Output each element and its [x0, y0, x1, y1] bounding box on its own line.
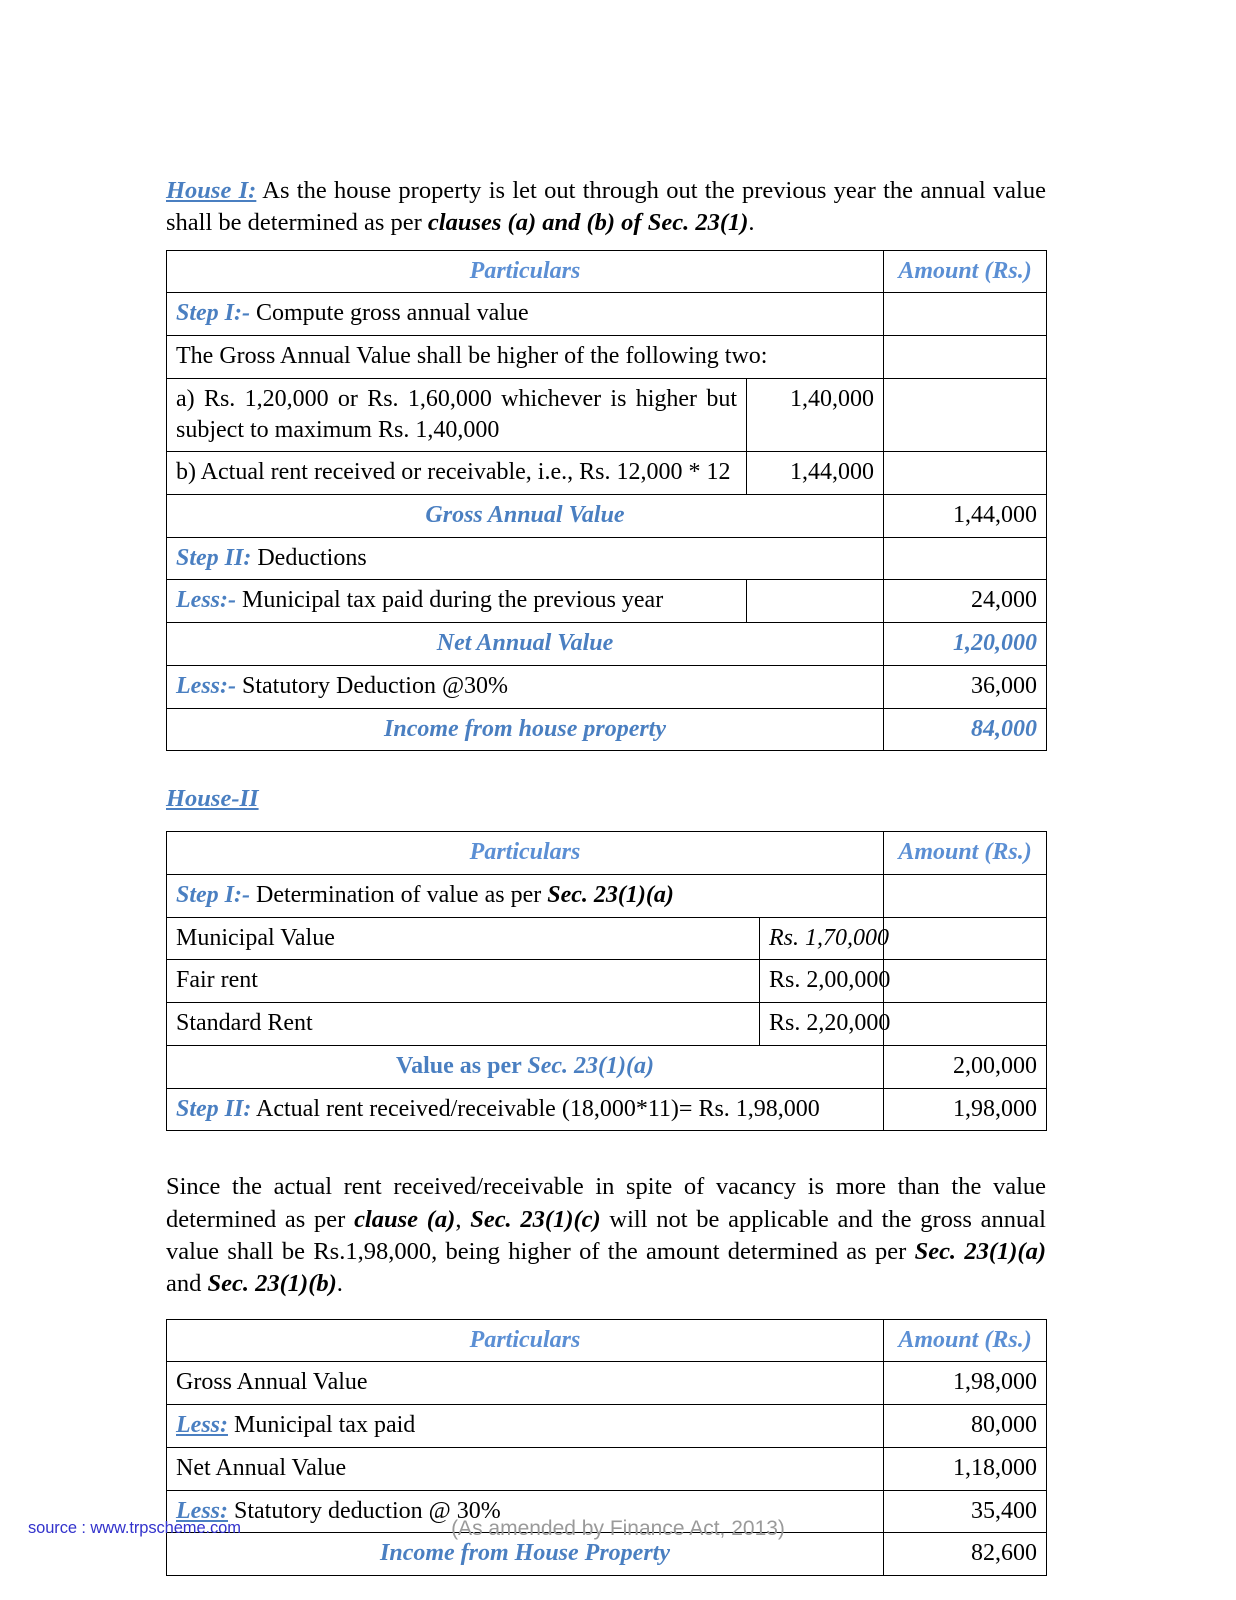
- amendment-note: (As amended by Finance Act, 2013): [451, 1517, 785, 1540]
- row-gav-label: Gross Annual Value: [167, 1362, 884, 1405]
- para-emph2: Sec. 23(1)(c): [470, 1205, 601, 1233]
- row-municipal-value-amount: [884, 917, 1047, 960]
- table-header-row: [167, 832, 1047, 875]
- table-header-row: [167, 1319, 1047, 1362]
- house2-valuation-table: [166, 831, 1047, 1131]
- table-row-total: [167, 494, 1047, 537]
- row-nav-amount: 1,18,000: [884, 1447, 1047, 1490]
- para-seg4: and: [166, 1270, 208, 1298]
- row-statutory-deduction-label: Less:- Statutory Deduction @30%: [167, 665, 884, 708]
- row-standard-rent-amount: [884, 1003, 1047, 1046]
- table-row: [167, 336, 1047, 379]
- house1-computation-table: [166, 250, 1047, 752]
- row-income-amount: 84,000: [884, 708, 1047, 751]
- row-municipal-tax-amount: 24,000: [884, 580, 1047, 623]
- para-emph3: Sec. 23(1)(a): [914, 1237, 1046, 1265]
- row-step2-label: Step II: Actual rent received/receivable (18,000*11)= Rs. 1,98,000: [167, 1088, 884, 1131]
- table-row: [167, 452, 1047, 495]
- header-amount: Amount (Rs.): [884, 1319, 1047, 1362]
- row-fair-rent-label: Fair rent: [167, 960, 760, 1003]
- table-row: [167, 580, 1047, 623]
- spacer: [166, 1301, 1046, 1319]
- table-row: [167, 1003, 1047, 1046]
- header-particulars: Particulars: [167, 1319, 884, 1362]
- row-municipal-tax-amount: 80,000: [884, 1405, 1047, 1448]
- row-municipal-value-mid: Rs. 1,70,000: [760, 917, 884, 960]
- house1-intro-text-a: As the house property is let out through out the previous year the annual value shall be determined as per: [166, 177, 1046, 237]
- spacer: [166, 1131, 1046, 1171]
- para-seg1: Since the actual rent received/receivable in spite of vacancy is more than the value determined as per: [166, 1173, 1046, 1233]
- table-header-row: [167, 250, 1047, 293]
- row-gav-amount: 1,44,000: [884, 494, 1047, 537]
- header-particulars: Particulars: [167, 832, 884, 875]
- row-statutory-deduction-amount: 35,400: [884, 1490, 1047, 1533]
- table-row: [167, 1088, 1047, 1131]
- table-row: [167, 1447, 1047, 1490]
- row-standard-rent-mid: Rs. 2,20,000: [760, 1003, 884, 1046]
- spacer: [166, 813, 1046, 831]
- house1-intro-paragraph: [166, 175, 1046, 240]
- table-row: [167, 665, 1047, 708]
- table-row: [167, 537, 1047, 580]
- house2-heading: House-II: [166, 785, 259, 813]
- row-value-per-sec-amount: 2,00,000: [884, 1045, 1047, 1088]
- document-content: [166, 175, 1046, 1576]
- table-row: [167, 293, 1047, 336]
- row-fair-rent-mid: Rs. 2,00,000: [760, 960, 884, 1003]
- table-row: [167, 1362, 1047, 1405]
- row-standard-rent-label: Standard Rent: [167, 1003, 760, 1046]
- table-row-total: [167, 1045, 1047, 1088]
- row-gav-amount: 1,98,000: [884, 1362, 1047, 1405]
- row-b-label: b) Actual rent received or receivable, i.e., Rs. 12,000 * 12: [167, 452, 747, 495]
- row-step2-amount: [884, 537, 1047, 580]
- table-row-total: [167, 623, 1047, 666]
- row-statutory-deduction-amount: 36,000: [884, 665, 1047, 708]
- header-amount: Amount (Rs.): [884, 250, 1047, 293]
- row-municipal-tax-label: Less: Municipal tax paid: [167, 1405, 884, 1448]
- table-row: [167, 875, 1047, 918]
- row-income-amount: 82,600: [884, 1533, 1047, 1576]
- row-municipal-value-label: Municipal Value: [167, 917, 760, 960]
- header-amount: Amount (Rs.): [884, 832, 1047, 875]
- row-nav-label: Net Annual Value: [167, 623, 884, 666]
- row-nav-amount: 1,20,000: [884, 623, 1047, 666]
- house1-intro-text-b: .: [748, 209, 755, 237]
- source-attribution: source : www.trpscheme.com: [28, 1519, 241, 1537]
- vacancy-explanation-paragraph: [166, 1171, 1046, 1300]
- para-seg2: ,: [455, 1205, 471, 1233]
- row-step1-label: Step I:- Determination of value as per Sec. 23(1)(a): [167, 875, 884, 918]
- row-a-amount: [884, 378, 1047, 451]
- para-seg5: .: [336, 1270, 343, 1298]
- row-fair-rent-amount: [884, 960, 1047, 1003]
- table-row-total: [167, 708, 1047, 751]
- row-step1-amount: [884, 293, 1047, 336]
- row-income-label: Income from House Property: [167, 1533, 884, 1576]
- row-a-label: a) Rs. 1,20,000 or Rs. 1,60,000 whichever is higher but subject to maximum Rs. 1,40,000: [167, 378, 747, 451]
- table-row: [167, 1405, 1047, 1448]
- row-step1-amount: [884, 875, 1047, 918]
- para-seg3: will not be applicable and the gross annual value shall be Rs.1,98,000, being higher of the amount determined as per: [166, 1205, 1046, 1265]
- table-row: [167, 960, 1047, 1003]
- table-row: [167, 378, 1047, 451]
- row-step2-amount: 1,98,000: [884, 1088, 1047, 1131]
- row-step1-label: Step I:- Compute gross annual value: [167, 293, 884, 336]
- header-particulars: Particulars: [167, 250, 884, 293]
- row-statutory-deduction-label: Less: Statutory deduction @ 30%: [167, 1490, 884, 1533]
- row-gav-intro-label: The Gross Annual Value shall be higher of the following two:: [167, 336, 884, 379]
- para-emph1: clause (a): [354, 1205, 456, 1233]
- row-step2-label: Step II: Deductions: [167, 537, 884, 580]
- row-gav-label: Gross Annual Value: [167, 494, 884, 537]
- row-gav-intro-amount: [884, 336, 1047, 379]
- row-income-label: Income from house property: [167, 708, 884, 751]
- row-value-per-sec-label: Value as per Sec. 23(1)(a): [167, 1045, 884, 1088]
- table-row: [167, 917, 1047, 960]
- row-municipal-tax-label: Less:- Municipal tax paid during the previous year: [167, 580, 747, 623]
- row-b-mid: 1,44,000: [747, 452, 884, 495]
- house1-label: House I:: [166, 177, 257, 204]
- row-b-amount: [884, 452, 1047, 495]
- row-nav-label: Net Annual Value: [167, 1447, 884, 1490]
- spacer: [166, 751, 1046, 785]
- para-emph4: Sec. 23(1)(b): [207, 1270, 337, 1298]
- house1-intro-emphasis: clauses (a) and (b) of Sec. 23(1): [427, 209, 749, 237]
- row-a-mid: 1,40,000: [747, 378, 884, 451]
- row-municipal-tax-mid: [747, 580, 884, 623]
